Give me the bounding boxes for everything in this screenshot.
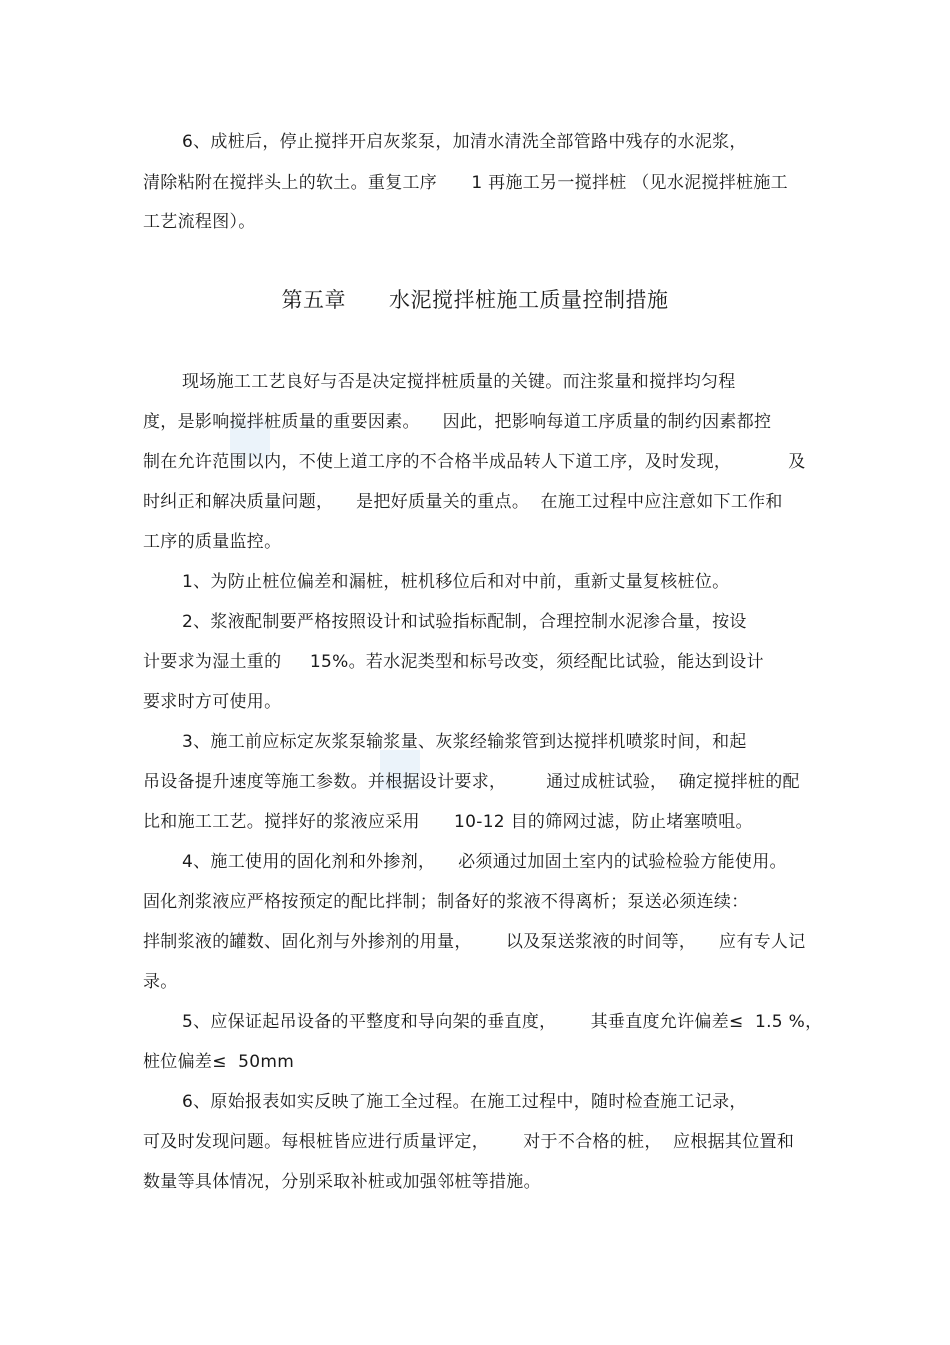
list-item: 1、为防止桩位偏差和漏桩，桩机移位后和对中前，重新丈量复核桩位。 xyxy=(182,572,730,592)
list-item: 6、原始报表如实反映了施工全过程。在施工过程中，随时检查施工记录， xyxy=(182,1092,747,1112)
paragraph-line: 计要求为湿土重的 15%。若水泥类型和标号改变，须经配比试验，能达到设计 xyxy=(143,652,764,672)
paragraph-line: 工序的质量监控。 xyxy=(143,532,282,552)
paragraph-line: 数量等具体情况，分别采取补桩或加强邻桩等措施。 xyxy=(143,1172,541,1192)
paragraph-line: 拌制浆液的罐数、固化剂与外掺剂的用量， 以及泵送浆液的时间等， 应有专人记 xyxy=(143,932,806,952)
list-item: 2、浆液配制要严格按照设计和试验指标配制，合理控制水泥渗合量，按设 xyxy=(182,612,747,632)
paragraph-line: 6、成桩后，停止搅拌开启灰浆泵，加清水清洗全部管路中残存的水泥浆， xyxy=(182,132,747,152)
list-item: 4、施工使用的固化剂和外掺剂， 必须通过加固土室内的试验检验方能使用。 xyxy=(182,852,787,872)
paragraph-line: 比和施工工艺。搅拌好的浆液应采用 10-12 目的筛网过滤，防止堵塞喷咀。 xyxy=(143,812,753,832)
paragraph-line: 度，是影响搅拌桩质量的重要因素。 因此，把影响每道工序质量的制约因素都控 xyxy=(143,412,772,432)
paragraph-line: 工艺流程图）。 xyxy=(143,212,256,232)
list-item: 3、施工前应标定灰浆泵输浆量、灰浆经输浆管到达搅拌机喷浆时间，和起 xyxy=(182,732,747,752)
paragraph-line: 吊设备提升速度等施工参数。并根据设计要求， 通过成桩试验， 确定搅拌桩的配 xyxy=(143,772,800,792)
list-item: 5、应保证起吊设备的平整度和导向架的垂直度， 其垂直度允许偏差≤ 1.5 %， xyxy=(182,1012,823,1032)
paragraph-line: 制在允许范围以内，不使上道工序的不合格半成品转人下道工序，及时发现， 及 xyxy=(143,452,806,472)
paragraph-line: 要求时方可使用。 xyxy=(143,692,282,712)
chapter-title: 第五章 水泥搅拌桩施工质量控制措施 xyxy=(281,288,669,312)
paragraph-line: 录。 xyxy=(143,972,178,992)
paragraph-line: 可及时发现问题。每根桩皆应进行质量评定， 对于不合格的桩， 应根据其位置和 xyxy=(143,1132,795,1152)
paragraph-line: 现场施工工艺良好与否是决定搅拌桩质量的关键。而注浆量和搅拌均匀程 xyxy=(182,372,736,392)
paragraph-line: 时纠正和解决质量问题， 是把好质量关的重点。 在施工过程中应注意如下工作和 xyxy=(143,492,783,512)
paragraph-line: 固化剂浆液应严格按预定的配比拌制；制备好的浆液不得离析；泵送必须连续： xyxy=(143,892,749,912)
paragraph-line: 清除粘附在搅拌头上的软土。重复工序 1 再施工另一搅拌桩 （见水泥搅拌桩施工 xyxy=(143,173,788,193)
paragraph-line: 桩位偏差≤ 50mm xyxy=(143,1052,295,1072)
